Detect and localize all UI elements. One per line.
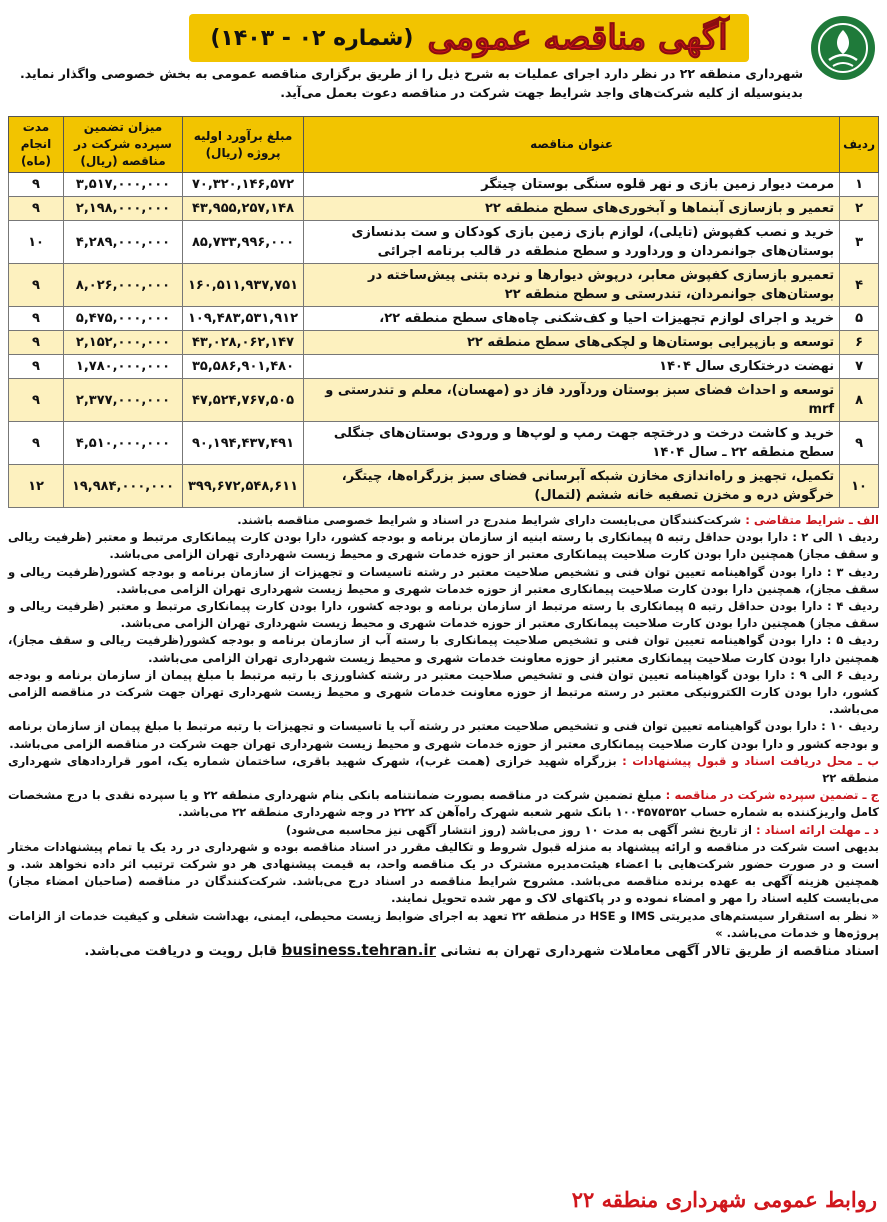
- cond-r5-head: ردیف ۵ :: [826, 633, 879, 648]
- table-row: [9, 422, 879, 465]
- cond-dal-head: د ـ مهلت ارائه اسناد :: [756, 822, 879, 837]
- cell-radif: ۱: [840, 173, 879, 197]
- cond-r1: [8, 529, 879, 563]
- cell-deposit: ۸,۰۲۶,۰۰۰,۰۰۰: [64, 264, 183, 307]
- table-row: [9, 221, 879, 264]
- title-band: [189, 14, 749, 62]
- cell-title: نهضت درختکاری سال ۱۴۰۴: [304, 355, 840, 379]
- cond-be: [8, 753, 879, 787]
- cell-duration: ۹: [9, 422, 64, 465]
- cell-estimate: ۷۰,۳۲۰,۱۴۶,۵۷۲: [183, 173, 304, 197]
- cell-title: خرید و نصب کفپوش (تایلی)، لوازم بازی زمین بازی کودکان و ست بدنسازی بوستان‌های جوانمردان و ورداورد و سطح منطقه در قالب برنامه اجرائی: [304, 221, 840, 264]
- cond-be-text: بزرگراه شهید خرازی (همت غرب)، شهرک شهید باقری، ساختمان شماره یک، امور قراردادهای شهرداری منطقه ۲۲: [8, 753, 879, 786]
- cell-deposit: ۲,۱۹۸,۰۰۰,۰۰۰: [64, 197, 183, 221]
- cond-jim-text: مبلغ تضمین شرکت در مناقصه بصورت ضمانتنامه بانکی بنام شهرداری منطقه ۲۲ و یا سپرده نقدی با درج مشخصات کامل واریزکننده به شماره حساب ۱۰۰۴۵۷۵۳۵۲ بانک شهر شعبه شهرک راه‌آهن کد ۲۲۲ در وجه شهرداری منطقه ۲۲ می‌باشد.: [8, 788, 879, 820]
- table-row: [9, 379, 879, 422]
- cond-r3-text: دارا بودن گواهینامه تعیین توان فنی و تشخیص صلاحیت معتبر در رشته تاسیسات و تجهیزات از سازمان برنامه و بودجه کشور(ظرفیت ریالی و سقف مجاز)، همچنین دارا بودن کارت صلاحیت پیمانکاری معتبر از حوزه خدمات شهری و محیط زیست شهرداری تهران الزامی می‌باشد.: [8, 564, 879, 596]
- cell-radif: ۳: [840, 221, 879, 264]
- cell-estimate: ۳۹۹,۶۷۲,۵۴۸,۶۱۱: [183, 465, 304, 508]
- cond-jim-head: ج ـ تضمین سپرده شرکت در مناقصه :: [665, 788, 879, 803]
- cell-estimate: ۱۰۹,۴۸۳,۵۳۱,۹۱۲: [183, 307, 304, 331]
- cond-dal-text: از تاریخ نشر آگهی به مدت ۱۰ روز می‌باشد (روز انتشار آگهی نیز محاسبه می‌شود): [285, 822, 752, 837]
- table-row: [9, 355, 879, 379]
- header-estimate: مبلغ برآورد اولیه پروژه (ریال): [183, 117, 304, 173]
- cond-r6-head: ردیف ۶ الی ۹ :: [790, 667, 879, 682]
- cell-radif: ۶: [840, 331, 879, 355]
- footer-signature: روابط عمومی شهرداری منطقه ۲۲: [571, 1187, 877, 1212]
- cond-r4: [8, 598, 879, 632]
- intro-line-2: بدینوسیله از کلیه شرکت‌های واجد شرایط جهت شرکت در مناقصه دعوت بعمل می‌آید.: [280, 85, 803, 100]
- cell-estimate: ۴۳,۰۲۸,۰۶۲,۱۴۷: [183, 331, 304, 355]
- cell-title: توسعه و احداث فضای سبز بوستان وردآورد فاز دو (مهسان)، معلم و تندرستی و mrf: [304, 379, 840, 422]
- cond-r6-text: دارا بودن گواهینامه تعیین توان فنی و تشخیص صلاحیت معتبر در رشته کشاورزی با رتبه مرتبط با مبلغ پیمان از سازمان برنامه و بودجه کشور، دارا بودن کارت الکترونیکی معتبر در رسته مرتبط از حوزه معاونت خدمات شهری و محیط زیست شهرداری تهران جهت شرکت در مناقصه الزامی می‌باشد.: [8, 667, 879, 717]
- cell-duration: ۹: [9, 355, 64, 379]
- intro: [8, 64, 803, 102]
- cell-duration: ۹: [9, 197, 64, 221]
- cell-estimate: ۱۶۰,۵۱۱,۹۳۷,۷۵۱: [183, 264, 304, 307]
- header: [8, 6, 879, 100]
- table-body: [9, 173, 879, 508]
- table-header-row: [9, 117, 879, 173]
- cond-alef-text: شرکت‌کنندگان می‌بایست دارای شرایط مندرج در اسناد و شرایط خصوصی مناقصه باشند.: [237, 513, 742, 527]
- header-radif: ردیف: [840, 117, 879, 173]
- cell-title: تکمیل، تجهیز و راه‌اندازی مخازن شبکه آبرسانی فضای سبز بزرگراه‌ها، چیتگر، خرگوش دره و مخزن تصفیه خانه ششم (لتمال): [304, 465, 840, 508]
- cond-r10-head: ردیف ۱۰ :: [821, 719, 879, 734]
- note-1: بدیهی است شرکت در مناقصه و ارائه پیشنهاد به منزله قبول شروط و تکالیف مقرر در اسناد مناقصه بوده و شهرداری در رد یک یا تمام پیشنهادات مختار است و در صورت حضور شرکت‌هایی با اعضاء هیئت‌مدیره مشترک در یک مناقصه واحد، به قیمت پیشنهادی هر دو شرکت ترتیب اثر داده نخواهد شد. و همچنین هزینه آگهی به عهده برنده مناقصه می‌باشد. مشروح شرایط مناقصه در اسناد درج می‌باشد. شرکت‌کنندگان در مناقصه (صاحبان امضاء مجاز) می‌بایست کلیه اسناد را مهر و امضاء نموده و در پاکتهای لاک و مهر شده تحویل نمایند.: [8, 839, 879, 906]
- cell-deposit: ۲,۱۵۲,۰۰۰,۰۰۰: [64, 331, 183, 355]
- table-row: [9, 307, 879, 331]
- table-row: [9, 197, 879, 221]
- table-row: [9, 173, 879, 197]
- cell-estimate: ۹۰,۱۹۴,۴۳۷,۴۹۱: [183, 422, 304, 465]
- municipality-logo: [811, 16, 875, 80]
- cell-deposit: ۲,۳۷۷,۰۰۰,۰۰۰: [64, 379, 183, 422]
- cond-r4-head: ردیف ۴ :: [827, 599, 879, 614]
- cell-estimate: ۴۷,۵۲۴,۷۶۷,۵۰۵: [183, 379, 304, 422]
- cell-title: توسعه و بازپیرایی بوستان‌ها و لچکی‌های سطح منطقه ۲۲: [304, 331, 840, 355]
- note-2: « نظر به استقرار سیستم‌های مدیریتی IMS و HSE در منطقه ۲۲ تعهد به اجرای ضوابط زیست محیطی، ایمنی، بهداشت شغلی و کیفیت خدمات از الزامات پروژه‌ها و خدمات می‌باشد. »: [8, 908, 880, 940]
- header-deposit: میزان تضمین سپرده شرکت در مناقصه (ریال): [64, 117, 183, 173]
- cell-deposit: ۴,۲۸۹,۰۰۰,۰۰۰: [64, 221, 183, 264]
- cond-be-head: ب ـ محل دریافت اسناد و قبول پیشنهادات :: [622, 753, 880, 768]
- conditions: [8, 512, 879, 960]
- cell-duration: ۹: [9, 264, 64, 307]
- cond-jim: [8, 787, 879, 821]
- table-row: [9, 331, 879, 355]
- cond-r6: [8, 667, 879, 719]
- cell-duration: ۹: [9, 331, 64, 355]
- cell-deposit: ۵,۴۷۵,۰۰۰,۰۰۰: [64, 307, 183, 331]
- cond-r10: [8, 718, 879, 752]
- cell-duration: ۹: [9, 307, 64, 331]
- cell-deposit: ۱,۷۸۰,۰۰۰,۰۰۰: [64, 355, 183, 379]
- cell-radif: ۲: [840, 197, 879, 221]
- cell-radif: ۹: [840, 422, 879, 465]
- note-3-post: قابل رویت و دریافت می‌باشد.: [84, 944, 278, 960]
- tender-table: [8, 116, 879, 508]
- cell-radif: ۵: [840, 307, 879, 331]
- tehran-emblem-icon: [815, 20, 871, 76]
- cond-r3-head: ردیف ۳ :: [826, 564, 879, 579]
- cell-deposit: ۴,۵۱۰,۰۰۰,۰۰۰: [64, 422, 183, 465]
- cell-duration: ۱۰: [9, 221, 64, 264]
- table-row: [9, 264, 879, 307]
- intro-line-1: شهرداری منطقه ۲۲ در نظر دارد اجرای عملیات به شرح ذیل را از طریق برگزاری مناقصه عمومی به بخش خصوصی واگذار نماید.: [20, 66, 803, 81]
- cell-title: تعمیر و بازسازی آبنماها و آبخوری‌های سطح منطقه ۲۲: [304, 197, 840, 221]
- table-row: [9, 465, 879, 508]
- cond-r10-text: دارا بودن گواهینامه تعیین توان فنی و تشخیص صلاحیت معتبر در رشته آب یا تاسیسات و تجهیزات با رتبه مرتبط با مبلغ پیمان از سازمان برنامه و بودجه کشور و دارا بودن کارت صلاحیت پیمانکاری معتبر از حوزه خدمات شهری و محیط زیست شهرداری تهران جهت شرکت در مناقصه الزامی می‌باشد.: [8, 719, 879, 751]
- cell-duration: ۹: [9, 379, 64, 422]
- cell-duration: ۹: [9, 173, 64, 197]
- cond-alef-head: الف ـ شرایط متقاضی :: [745, 513, 879, 527]
- header-duration: مدت انجام (ماه): [9, 117, 64, 173]
- cell-radif: ۱۰: [840, 465, 879, 508]
- cond-dal: [8, 822, 879, 839]
- cond-r3: [8, 564, 879, 598]
- cell-title: تعمیرو بازسازی کفپوش معابر، درپوش دیوارها و نرده بتنی پیش‌ساخته در بوستان‌های جوانمردان، تندرستی و سطح منطقه ۲۲: [304, 264, 840, 307]
- cell-radif: ۷: [840, 355, 879, 379]
- cell-estimate: ۴۳,۹۵۵,۲۵۷,۱۴۸: [183, 197, 304, 221]
- title-main: آگهی مناقصه عمومی: [427, 18, 728, 58]
- note-3-pre: اسناد مناقصه از طریق تالار آگهی معاملات شهرداری تهران به نشانی: [440, 944, 879, 960]
- tender-portal-link[interactable]: business.tehran.ir: [281, 941, 436, 960]
- cond-r4-text: دارا بودن حداقل رتبه ۵ پیمانکاری با رسته مرتبط از سازمان برنامه و بودجه کشور، دارا بودن کارت پیمانکاری مرتبط و معتبر (ظرفیت ریالی و سقف مجاز) همچنین دارا بودن کارت صلاحیت پیمانکاری معتبر از حوزه خدمات شهری و محیط زیست شهرداری تهران الزامی می‌باشد.: [8, 599, 879, 631]
- cond-r1-text: دارا بودن حداقل رتبه ۵ پیمانکاری با رسته ابنیه از سازمان برنامه و بودجه کشور، دارا بودن کارت پیمانکاری مرتبط و معتبر (ظرفیت ریالی و سقف مجاز) همچنین دارا بودن کارت صلاحیت پیمانکاری معتبر از حوزه خدمات شهری و محیط زیست شهرداری تهران الزامی می‌باشد.: [8, 530, 879, 562]
- header-title: عنوان مناقصه: [304, 117, 840, 173]
- cond-r5-text: دارا بودن گواهینامه تعیین توان فنی و تشخیص صلاحیت پیمانکاری با رسته آب از سازمان برنامه و بودجه کشور(ظرفیت ریالی و سقف مجاز)، همچنین دارا بودن کارت صلاحیت پیمانکاری معتبر از حوزه معاونت خدمات شهری و محیط زیست شهرداری تهران الزامی می‌باشد.: [8, 633, 879, 665]
- cell-title: خرید و اجرای لوازم تجهیزات احیا و کف‌شکنی چاه‌های سطح منطقه ۲۲،: [304, 307, 840, 331]
- cell-duration: ۱۲: [9, 465, 64, 508]
- cell-title: مرمت دیوار زمین بازی و نهر قلوه سنگی بوستان چیتگر: [304, 173, 840, 197]
- cond-r5: [8, 632, 879, 666]
- note-3: [8, 942, 879, 960]
- cell-radif: ۴: [840, 264, 879, 307]
- cell-title: خرید و کاشت درخت و درختچه جهت رمپ و لوپ‌ها و ورودی بوستان‌های جنگلی سطح منطقه ۲۲ ـ سال ۱۴۰۴: [304, 422, 840, 465]
- cond-r1-head: ردیف ۱ الی ۲ :: [792, 530, 879, 545]
- cell-estimate: ۸۵,۷۳۳,۹۹۶,۰۰۰: [183, 221, 304, 264]
- cell-deposit: ۳,۵۱۷,۰۰۰,۰۰۰: [64, 173, 183, 197]
- cell-estimate: ۳۵,۵۸۶,۹۰۱,۴۸۰: [183, 355, 304, 379]
- title-number: (شماره ۰۲ - ۱۴۰۳): [210, 25, 414, 51]
- cell-radif: ۸: [840, 379, 879, 422]
- cell-deposit: ۱۹,۹۸۴,۰۰۰,۰۰۰: [64, 465, 183, 508]
- cond-alef: [8, 512, 879, 529]
